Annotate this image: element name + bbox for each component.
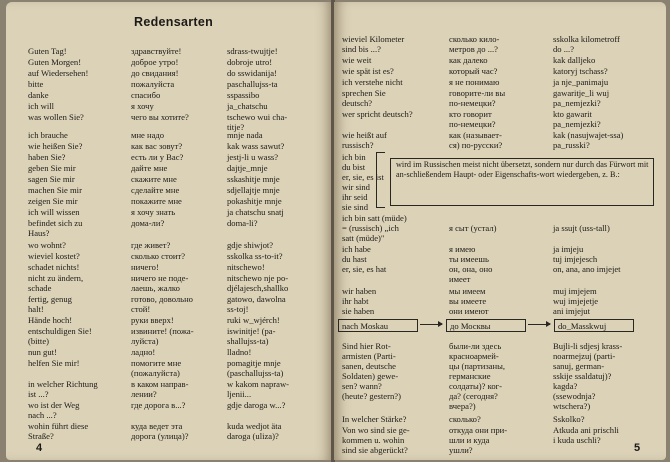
phrase-de: sie sind [342,202,369,212]
phrase-tr: gatowo, dawolna [227,294,286,304]
phrase-de: sie haben [342,306,375,316]
phrase-tr: lladno! [227,347,252,357]
phrase-tr: iswinitje! (pa- [227,326,276,336]
phrase-ru: германские [449,371,491,381]
phrase-tr: sdjellajtje mnje [227,185,280,195]
phrase-de: satt (müde)" [342,233,385,243]
phrase-de: wo ist der Weg [28,400,80,410]
phrase-de: ich habe [342,244,371,254]
phrase-ru: пожалуйста [131,79,175,89]
phrase-ru: как вас зовут? [131,141,183,151]
phrase-ru: ладно! [131,347,156,357]
phrase-ru: есть ли у Вас? [131,152,184,162]
phrase-de: Haus? [28,228,50,238]
phrase-tr: (paschallujss-ta) [227,368,284,378]
phrase-tr: wtschera?) [553,401,591,411]
phrase-de: helfen Sie mir! [28,358,80,368]
phrase-tr: mnje nada [227,130,263,140]
phrase-tr: Sskolko? [553,414,585,424]
phrase-ru: (пожалуйста) [131,368,180,378]
phrase-ru: сколько кило- [449,34,500,44]
arrow-right-icon [528,324,550,325]
phrase-tr: sskolka kilometroff [553,34,620,44]
phrase-tr: tuj imjejesch [553,254,598,264]
left-page [6,2,332,460]
note-text: wird im Russischen meist nicht übersetzt, sondern nur durch das Fürwort mit an-schließendem Haupt- oder Eigenschafts-wort wiedergeben, z. B.: [396,160,649,179]
phrase-de: sind sie abgerückt? [342,445,408,455]
phrase-ru: я имею [449,244,476,254]
phrase-tr: ani imjejut [553,306,590,316]
phrase-de: (bitte) [28,336,49,346]
phrase-de: schade [28,283,52,293]
phrase-de: nicht zu ändern, [28,273,84,283]
phrase-de: ich bin [342,152,366,162]
phrase-tr: sanuj, german- [553,361,605,371]
phrase-de: (heute? gestern?) [342,391,401,401]
phrase-de: In welcher Stärke? [342,414,407,424]
phrase-tr: tschewo wui cha- [227,112,288,122]
phrase-tr: sskije ssaldatuj)? [553,371,612,381]
phrase-tr: on, ana, ano imjejet [553,264,621,274]
phrase-ru: до свидания! [131,68,179,78]
phrase-de: russisch? [342,140,374,150]
phrase-ru: мы имеем [449,286,486,296]
phrase-ru: готово, довольно [131,294,193,304]
phrase-ru: руки вверх! [131,315,174,325]
phrase-tr: ruki w_wjérch! [227,315,280,325]
phrase-ru: ничего! [131,262,159,272]
phrase-de: wer spricht deutsch? [342,109,413,119]
phrase-tr: nitschewo! [227,262,265,272]
phrase-ru: откуда они при- [449,425,508,435]
phrase-tr: titje? [227,122,245,132]
phrase-tr: sskashitje mnje [227,174,280,184]
phrase-ru: в каком направ- [131,379,189,389]
phrase-tr: paschallujss-ta [227,79,278,89]
phrase-de: Guten Tag! [28,46,67,56]
phrase-de: machen Sie mir [28,185,82,195]
phrase-tr: doma-li? [227,218,258,228]
phrase-tr: nitschewo nje po- [227,273,289,283]
phrase-ru: спасибо [131,90,161,100]
moskau-translit-box: do_Masskwuj [554,319,634,332]
phrase-tr: ss-toj! [227,304,249,314]
phrase-de: sen? wann? [342,381,382,391]
phrase-ru: здравствуйте! [131,46,182,56]
phrase-ru: скажите мне [131,174,177,184]
phrase-tr: ja nje_panimaju [553,77,609,87]
phrase-de: halt! [28,304,44,314]
phrase-tr: kuda wedjot äta [227,421,282,431]
phrase-ru: ничего не поде- [131,273,189,283]
phrase-ru: помогите мне [131,358,182,368]
phrase-ru: ушли? [449,445,473,455]
phrase-de: wieviel kostet? [28,251,80,261]
phrase-ru: покажите мне [131,196,182,206]
phrase-ru: я хочу [131,101,154,111]
phrase-ru: имеет [449,274,471,284]
phrase-tr: noarmejzuj (parti- [553,351,616,361]
phrase-ru: по-немецки? [449,119,496,129]
phrase-de: kommen u. wohin [342,435,405,445]
phrase-de: sind bis ...? [342,44,381,54]
phrase-ru: сделайте мне [131,185,180,195]
phrase-ru: чего вы хотите? [131,112,189,122]
phrase-tr: do sswidanija! [227,68,277,78]
phrase-tr: pa_russki? [553,140,590,150]
phrase-tr: pa_nemjezki? [553,98,601,108]
phrase-de: nun gut! [28,347,57,357]
phrase-tr: jestj-li u wass? [227,152,279,162]
phrase-de: danke [28,90,49,100]
phrase-de: wie heißen Sie? [28,141,83,151]
phrase-de: wo wohnt? [28,240,66,250]
phrase-tr: gdje shiwjot? [227,240,274,250]
phrase-ru: дома-ли? [131,218,165,228]
phrase-tr: (ssewodnja? [553,391,596,401]
phrase-ru: красноармей- [449,351,499,361]
phrase-de: wie weit [342,55,372,65]
phrase-de: wir sind [342,182,370,192]
phrase-tr: djélajesch,shallko [227,283,289,293]
phrase-ru: дорога (улица)? [131,431,189,441]
phrase-de: ihr seid [342,192,368,202]
phrase-tr: ja ssujt (uss-tall) [553,223,610,233]
phrase-de: was wollen Sie? [28,112,84,122]
phrase-ru: который час? [449,66,498,76]
phrase-de: du bist [342,162,366,172]
phrase-ru: шли и куда [449,435,490,445]
phrase-ru: вы имеете [449,296,487,306]
phrase-ru: я сыт (устал) [449,223,497,233]
phrase-ru: извините! (пожа- [131,326,194,336]
phrase-ru: стой! [131,304,151,314]
phrase-tr: ja imjeju [553,244,584,254]
phrase-ru: как далеко [449,55,488,65]
phrase-de: wie spät ist es? [342,66,394,76]
phrase-ru: были-ли здесь [449,341,502,351]
conjugation-bracket [376,152,385,208]
phrase-de: ich bin satt (müde) [342,213,407,223]
phrase-de: in welcher Richtung [28,379,98,389]
phrase-de: ich verstehe nicht [342,77,403,87]
phrase-de: er, sie, es hat [342,264,387,274]
phrase-tr: dobroje utro! [227,57,273,67]
phrase-ru: он, она, оно [449,264,493,274]
phrase-tr: shallujss-ta) [227,336,269,346]
phrase-ru: солдаты)? ког- [449,381,503,391]
phrase-de: Straße? [28,431,54,441]
phrase-ru: куда ведет эта [131,421,183,431]
phrase-de: ist ...? [28,389,49,399]
phrase-tr: katorуj tschass? [553,66,608,76]
phrase-de: Hände hoch! [28,315,73,325]
phrase-ru: они имеют [449,306,489,316]
phrase-de: wohin führt diese [28,421,89,431]
phrase-de: sprechen Sie [342,88,386,98]
phrase-ru: вчера?) [449,401,476,411]
phrase-ru: по-немецки? [449,98,496,108]
phrase-de: Von wo sind sie ge- [342,425,410,435]
phrase-ru: доброе утро! [131,57,179,67]
phrase-tr: dajtje_mnje [227,163,268,173]
right-page [334,2,666,460]
phrase-de: ich brauche [28,130,68,140]
phrase-de: haben Sie? [28,152,66,162]
phrase-de: wir haben [342,286,377,296]
phrase-de: er, sie, es ist [342,172,384,182]
phrase-tr: sdrass-twujtje! [227,46,278,56]
phrase-tr: kak dalljeko [553,55,596,65]
phrase-ru: мне надо [131,130,165,140]
phrase-ru: лаешь, жалко [131,283,180,293]
moskau-russian-box: до Москвы [446,319,526,332]
phrase-tr: wuj imjejetje [553,296,599,306]
phrase-de: wie heißt auf [342,130,387,140]
phrase-tr: do ...? [553,44,575,54]
phrase-ru: я не понимаю [449,77,500,87]
phrase-tr: sskolka ss-to-it? [227,251,283,261]
phrase-tr: pokashitje mnje [227,196,282,206]
phrase-tr: pa_nemjezki? [553,119,601,129]
phrase-de: ich will [28,101,55,111]
phrase-tr: ja_chatschu [227,101,268,111]
phrase-ru: где дорога в...? [131,400,186,410]
phrase-ru: метров до ...? [449,44,498,54]
phrase-ru: ся) по-русски? [449,140,503,150]
arrow-right-icon [420,324,442,325]
phrase-tr: sspassibo [227,90,260,100]
phrase-tr: muj imjejem [553,286,597,296]
phrase-de: Soldaten) gewe- [342,371,399,381]
phrase-ru: лении? [131,389,157,399]
phrase-de: geben Sie mir [28,163,76,173]
phrase-ru: сколько? [449,414,481,424]
phrase-ru: говорите-ли вы [449,88,506,98]
phrase-de: Sind hier Rot- [342,341,391,351]
phrase-tr: daroga (uliza)? [227,431,279,441]
page-title: Redensarten [134,15,214,29]
phrase-tr: ljenii... [227,389,252,399]
phrase-de: fertig, genug [28,294,72,304]
phrase-de: zeigen Sie mir [28,196,78,206]
phrase-ru: дайте мне [131,163,168,173]
moskau-german-box: nach Moskau [338,319,418,332]
phrase-de: ich will wissen [28,207,80,217]
phrase-tr: gawaritje_li wuj [553,88,610,98]
phrase-tr: gdje daroga w...? [227,400,286,410]
phrase-de: wieviel Kilometer [342,34,405,44]
phrase-ru: цы (партизаны, [449,361,506,371]
phrase-de: Guten Morgen! [28,57,82,67]
phrase-ru: я хочу знать [131,207,176,217]
phrase-tr: kak (nasujwajet-ssa) [553,130,624,140]
phrase-tr: Bujli-li sdjesj krass- [553,341,623,351]
phrase-de: schadet nichts! [28,262,80,272]
phrase-tr: i kuda uschli? [553,435,601,445]
phrase-de: befindet sich zu [28,218,83,228]
phrase-ru: как (называет- [449,130,502,140]
phrase-ru: кто говорит [449,109,492,119]
phrase-tr: w kakom napraw- [227,379,290,389]
page-number: 4 [36,442,43,454]
phrase-de: entschuldigen Sie! [28,326,92,336]
phrase-de: nach ...? [28,410,57,420]
phrase-de: deutsch? [342,98,373,108]
phrase-tr: Atkuda ani prischli [553,425,619,435]
phrase-de: armisten (Parti- [342,351,396,361]
page-number: 5 [634,442,641,454]
phrase-de: du hast [342,254,367,264]
phrase-ru: ты имеешь [449,254,489,264]
phrase-ru: да? (сегодня? [449,391,498,401]
phrase-tr: pomagitje mnje [227,358,281,368]
phrase-ru: сколько стоит? [131,251,186,261]
phrase-tr: kagda? [553,381,578,391]
phrase-de: auf Wiedersehen! [28,68,89,78]
phrase-tr: kto gawarit [553,109,592,119]
phrase-tr: kak wass sawut? [227,141,285,151]
phrase-tr: ja chatschu snatj [227,207,284,217]
phrase-de: = (russisch) „ich [342,223,399,233]
phrase-de: ihr habt [342,296,369,306]
phrase-ru: луйста) [131,336,159,346]
phrase-de: sagen Sie mir [28,174,75,184]
phrase-de: bitte [28,79,44,89]
phrase-ru: где живет? [131,240,171,250]
phrase-de: sanen, deutsche [342,361,396,371]
